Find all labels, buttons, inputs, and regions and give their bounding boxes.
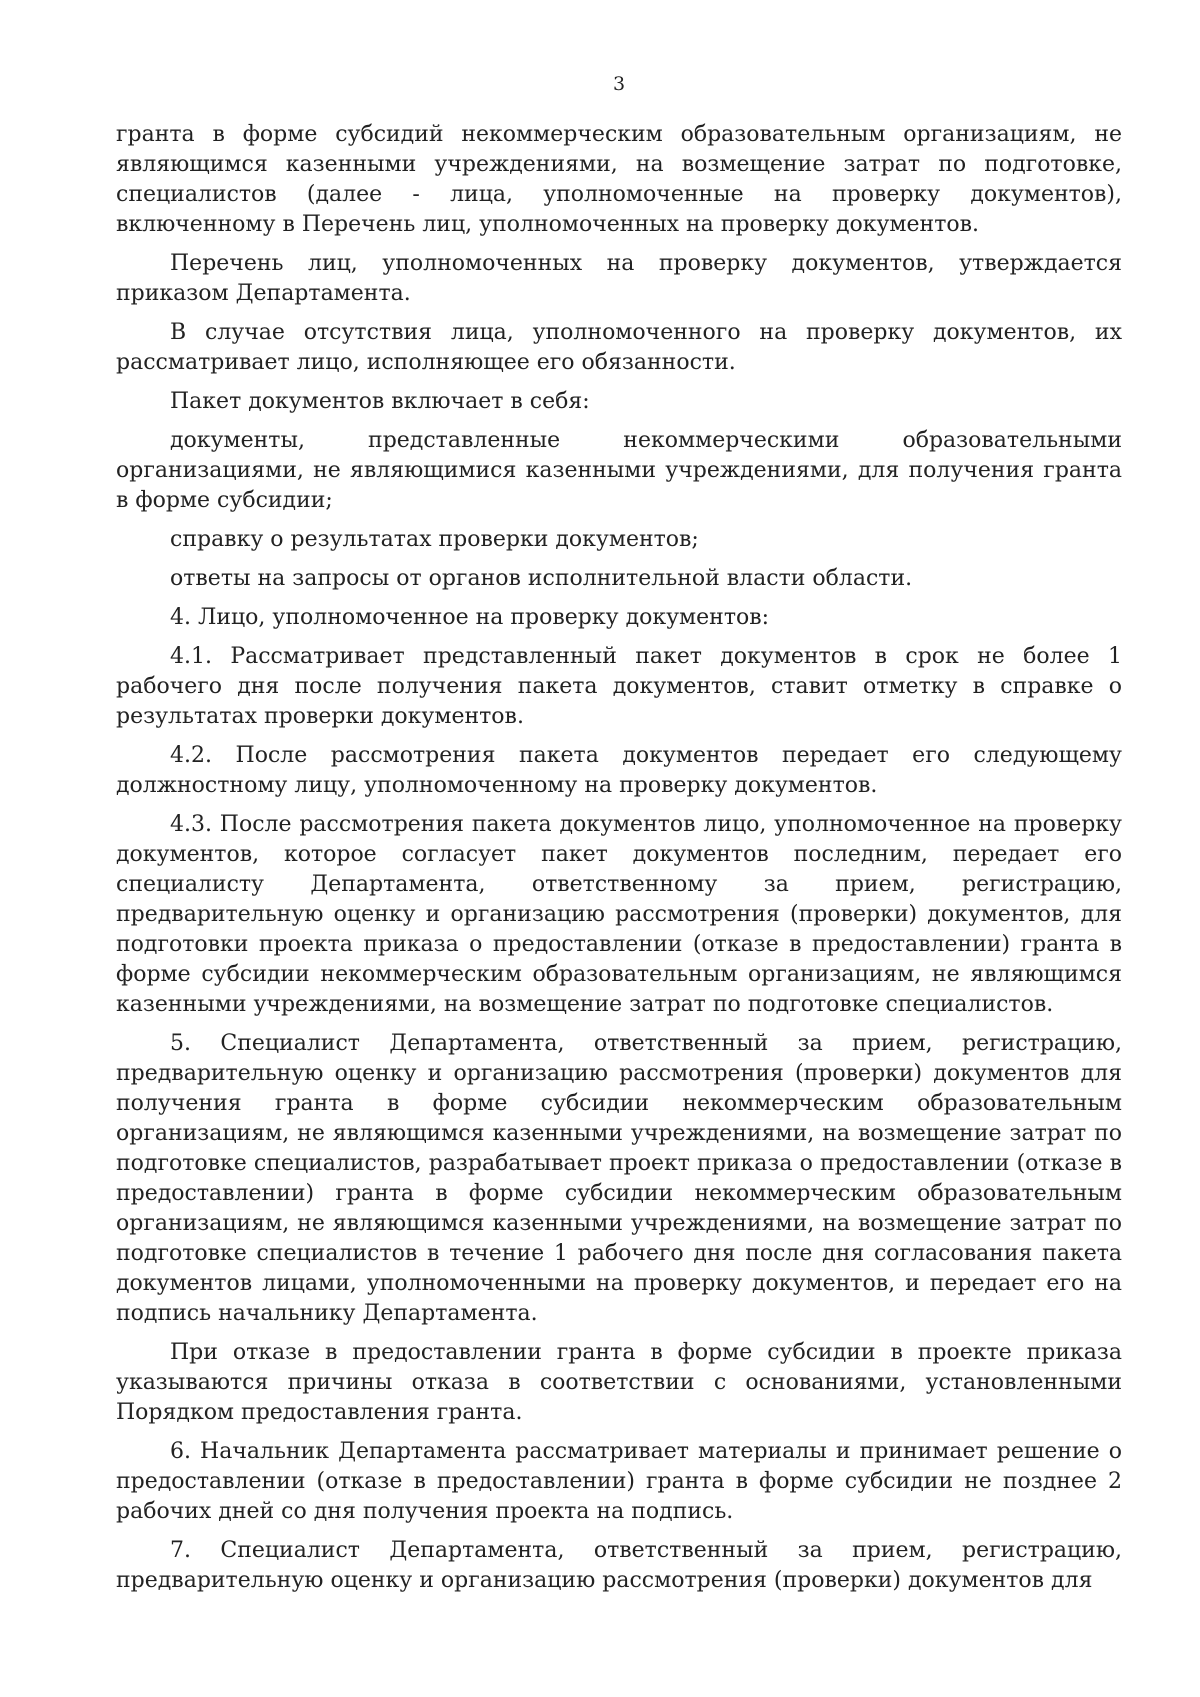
paragraph-section-4: 4. Лицо, уполномоченное на проверку документов: <box>170 605 770 630</box>
paragraph-section-7: 7. Специалист Департамента, ответственный за прием, регистрацию, предварительную оценку и организацию рассмотрения (проверки) документов для <box>116 1538 1122 1593</box>
paragraph-package-item-documents: документы, представленные некоммерческими образовательными организациями, не являющимися казенными учреждениями, для получения гранта в форме субсидии; <box>116 428 1122 513</box>
paragraph-section-6: 6. Начальник Департамента рассматривает материалы и принимает решение о предоставлении (отказе в предоставлении) гранта в форме субсидии не позднее 2 рабочих дней со дня получения проекта на подпись. <box>116 1439 1122 1524</box>
paragraph-section-5: 5. Специалист Департамента, ответственный за прием, регистрацию, предварительную оценку и организацию рассмотрения (проверки) документов для получения гранта в форме субсидии некоммерческим образовательным организациям, не являющимся казенными учреждениями, на возмещение затрат по подготовке специалистов, разрабатывает проект приказа о предоставлении (отказе в предоставлении) гранта в форме субсидии некоммерческим образовательным организациям, не являющимся казенными учреждениями, на возмещение затрат по подготовке специалистов в течение 1 рабочего дня после дня согласования пакета документов лицами, уполномоченными на проверку документов, и передает его на подпись начальнику Департамента. <box>116 1031 1122 1326</box>
paragraph-package-intro: Пакет документов включает в себя: <box>170 389 590 414</box>
paragraph-section-4-2: 4.2. После рассмотрения пакета документов передает его следующему должностному лицу, уполномоченному на проверку документов. <box>116 743 1122 798</box>
paragraph-section-4-1: 4.1. Рассматривает представленный пакет документов в срок не более 1 рабочего дня после получения пакета документов, ставит отметку в справке о результатах проверки документов. <box>116 644 1122 729</box>
paragraph-package-item-certificate: справку о результатах проверки документов; <box>170 527 699 552</box>
paragraph-continuation: гранта в форме субсидий некоммерческим образовательным организациям, не являющимся казенными учреждениями, на возмещение затрат по подготовке, специалистов (далее - лица, уполномоченные на проверку документов), включенному в Перечень лиц, уполномоченных на проверку документов. <box>116 122 1122 237</box>
paragraph-absence: В случае отсутствия лица, уполномоченного на проверку документов, их рассматривает лицо, исполняющее его обязанности. <box>116 320 1122 375</box>
paragraph-package-item-responses: ответы на запросы от органов исполнительной власти области. <box>170 566 913 591</box>
paragraph-refusal-reasons: При отказе в предоставлении гранта в форме субсидии в проекте приказа указываются причины отказа в соответствии с основаниями, установленными Порядком предоставления гранта. <box>116 1340 1122 1425</box>
page-number: 3 <box>612 73 626 95</box>
paragraph-list-approval: Перечень лиц, уполномоченных на проверку документов, утверждается приказом Департамента. <box>116 251 1122 306</box>
document-body <box>116 120 1122 1605</box>
paragraph-section-4-3: 4.3. После рассмотрения пакета документов лицо, уполномоченное на проверку документов, которое согласует пакет документов последним, передает его специалисту Департамента, ответственному за прием, регистрацию, предварительную оценку и организацию рассмотрения (проверки) документов, для подготовки проекта приказа о предоставлении (отказе в предоставлении) гранта в форме субсидии некоммерческим образовательным организациям, не являющимся казенными учреждениями, на возмещение затрат по подготовке специалистов. <box>116 812 1122 1017</box>
